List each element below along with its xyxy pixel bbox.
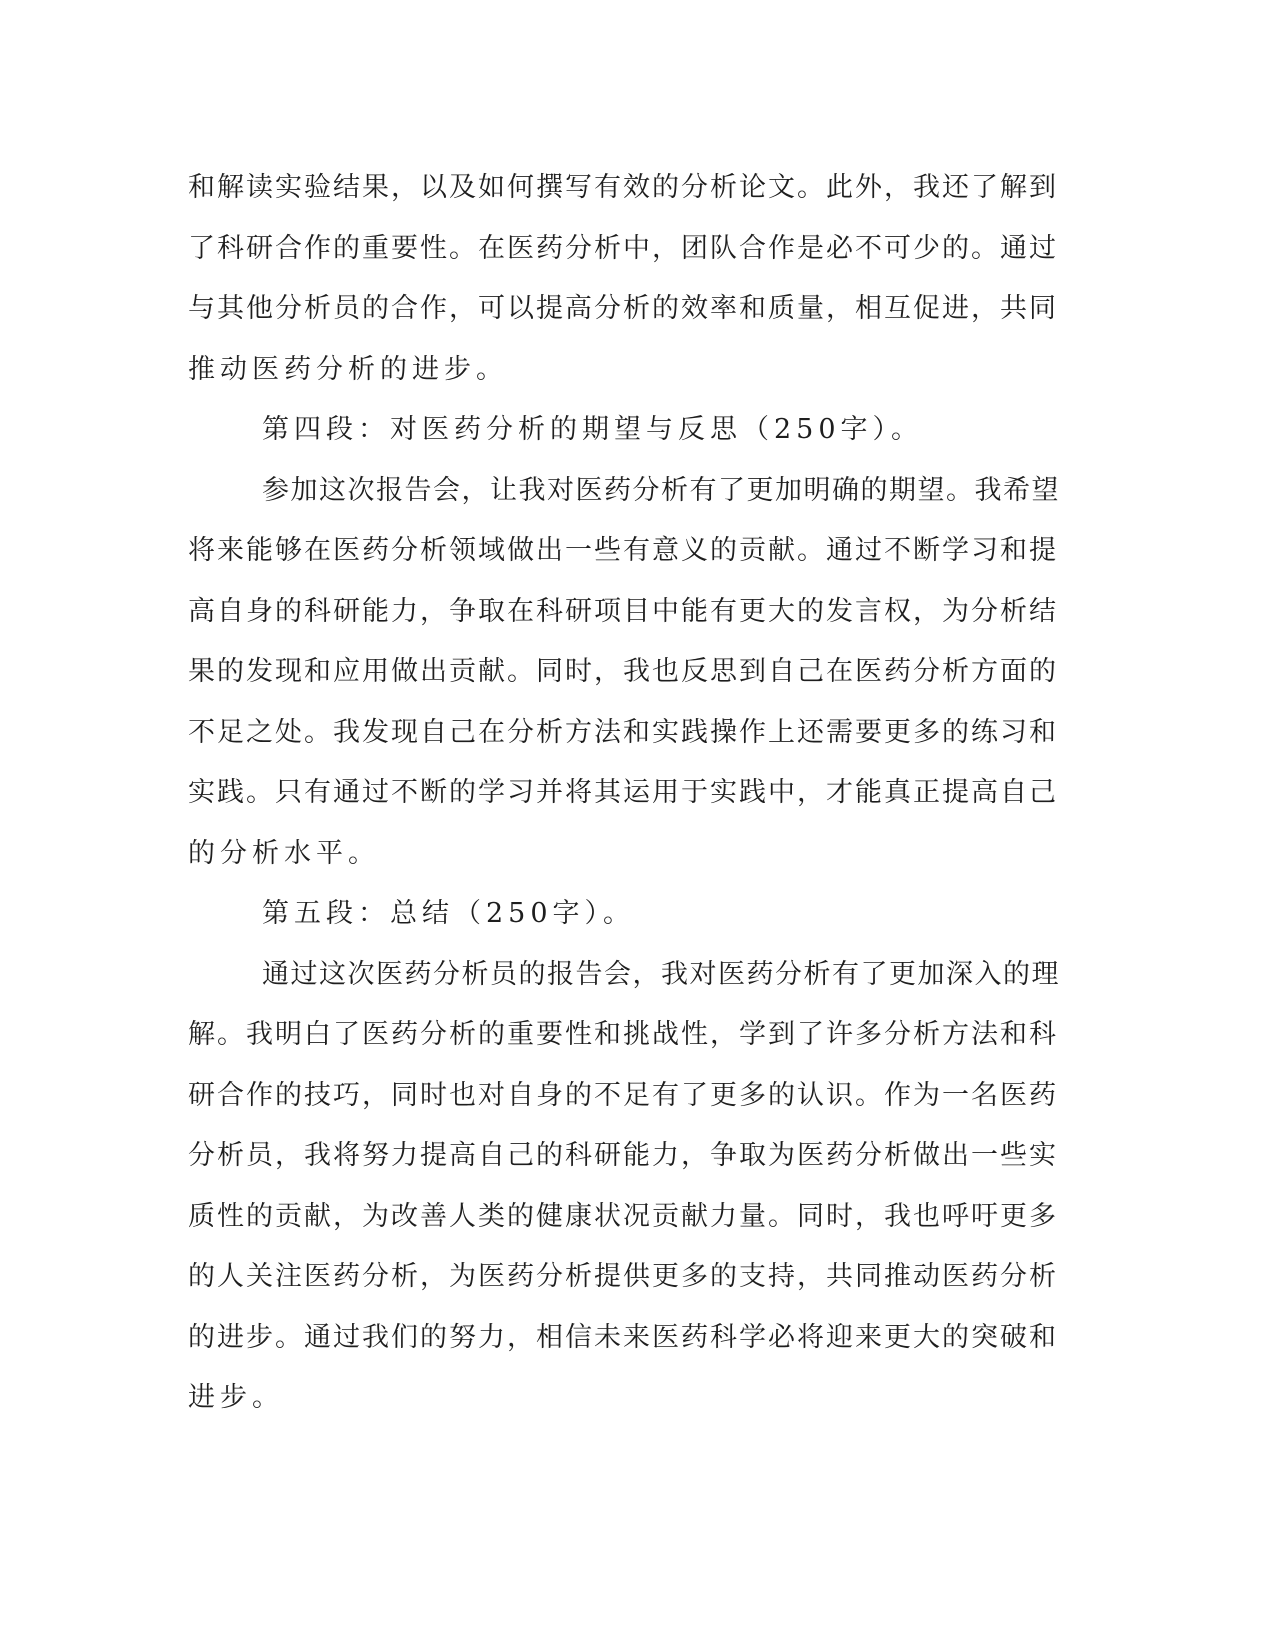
text-line: 质性的贡献，为改善人类的健康状况贡献力量。同时，我也呼吁更多 xyxy=(188,1200,1058,1232)
paragraph-start-line: 通过这次医药分析员的报告会，我对医药分析有了更加深入的理 xyxy=(262,958,1060,990)
text-line: 解。我明白了医药分析的重要性和挑战性，学到了许多分析方法和科 xyxy=(188,1019,1058,1050)
paragraph-start-line: 参加这次报告会，让我对医药分析有了更加明确的期望。我希望 xyxy=(262,474,1060,506)
text-line: 推动医药分析的进步。 xyxy=(188,353,508,385)
text-line: 不足之处。我发现自己在分析方法和实践操作上还需要更多的练习和 xyxy=(188,716,1058,748)
text-line: 研合作的技巧，同时也对自身的不足有了更多的认识。作为一名医药 xyxy=(188,1079,1058,1111)
text-line: 的分析水平。 xyxy=(188,837,380,869)
text-line: 的进步。通过我们的努力，相信未来医药科学必将迎来更大的突破和 xyxy=(188,1321,1058,1353)
paragraph-start-line: 第四段：对医药分析的期望与反思（250字）。 xyxy=(262,414,924,445)
text-line: 进步。 xyxy=(188,1382,284,1413)
text-line: 果的发现和应用做出贡献。同时，我也反思到自己在医药分析方面的 xyxy=(188,656,1058,687)
text-line: 与其他分析员的合作，可以提高分析的效率和质量，相互促进，共同 xyxy=(188,293,1058,324)
text-line: 实践。只有通过不断的学习并将其运用于实践中，才能真正提高自己 xyxy=(188,777,1058,808)
text-line: 和解读实验结果，以及如何撰写有效的分析论文。此外，我还了解到 xyxy=(188,172,1058,203)
document-body xyxy=(188,158,1068,1429)
paragraph-start-line: 第五段：总结（250字）。 xyxy=(262,898,636,929)
text-line: 的人关注医药分析，为医药分析提供更多的支持，共同推动医药分析 xyxy=(188,1261,1058,1292)
text-line: 了科研合作的重要性。在医药分析中，团队合作是必不可少的。通过 xyxy=(188,232,1058,264)
text-line: 高自身的科研能力，争取在科研项目中能有更大的发言权，为分析结 xyxy=(188,595,1058,627)
text-line: 分析员，我将努力提高自己的科研能力，争取为医药分析做出一些实 xyxy=(188,1140,1058,1171)
text-line: 将来能够在医药分析领域做出一些有意义的贡献。通过不断学习和提 xyxy=(188,535,1058,566)
